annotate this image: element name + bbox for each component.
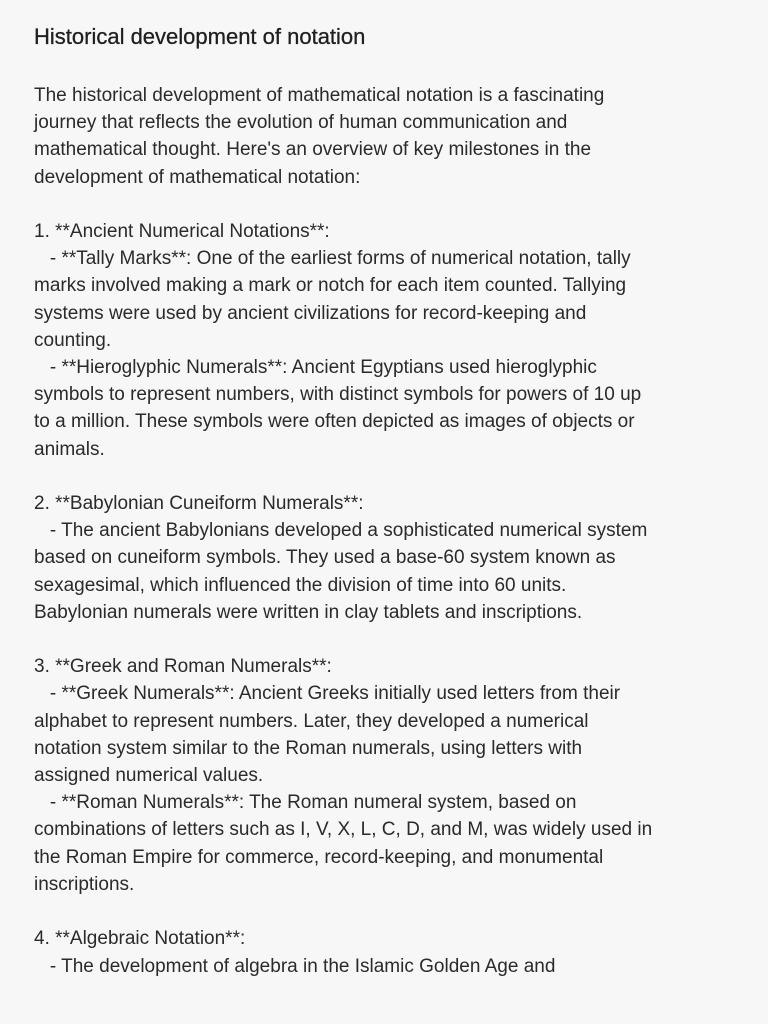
document-title: Historical development of notation	[34, 24, 366, 49]
document-body: The historical development of mathematical notation is a fascinating journey that reflects the evolution of human communication and mathematical thought. Here's an overview of key milestones in the development of mathematical notation: 1. **Ancient Numerical Notations**: - **Tally Marks**: One of the earliest forms of numerical notation, tally marks involved making a mark or notch for each item counted. Tallying systems were used by ancient civilizations for record-keeping and counting. - **Hieroglyphic Numerals**: Ancient Egyptians used hieroglyphic symbols to represent numbers, with distinct symbols for powers of 10 up to a million. These symbols were often depicted as images of objects or animals. 2. **Babylonian Cuneiform Numerals**: - The ancient Babylonians developed a sophisticated numerical system based on cuneiform symbols. They used a base-60 system known as sexagesimal, which influenced the division of time into 60 units. Babylonian numerals were written in clay tablets and inscriptions. 3. **Greek and Roman Numerals**: - **Greek Numerals**: Ancient Greeks initially used letters from their alphabet to represent numbers. Later, they developed a numerical notation system similar to the Roman numerals, using letters with assigned numerical values. - **Roman Numerals**: The Roman numeral system, based on combinations of letters such as I, V, X, L, C, D, and M, was widely used in the Roman Empire for commerce, record-keeping, and monumental inscriptions. 4. **Algebraic Notation**: - The development of algebra in the Islamic Golden Age and	[34, 85, 653, 977]
